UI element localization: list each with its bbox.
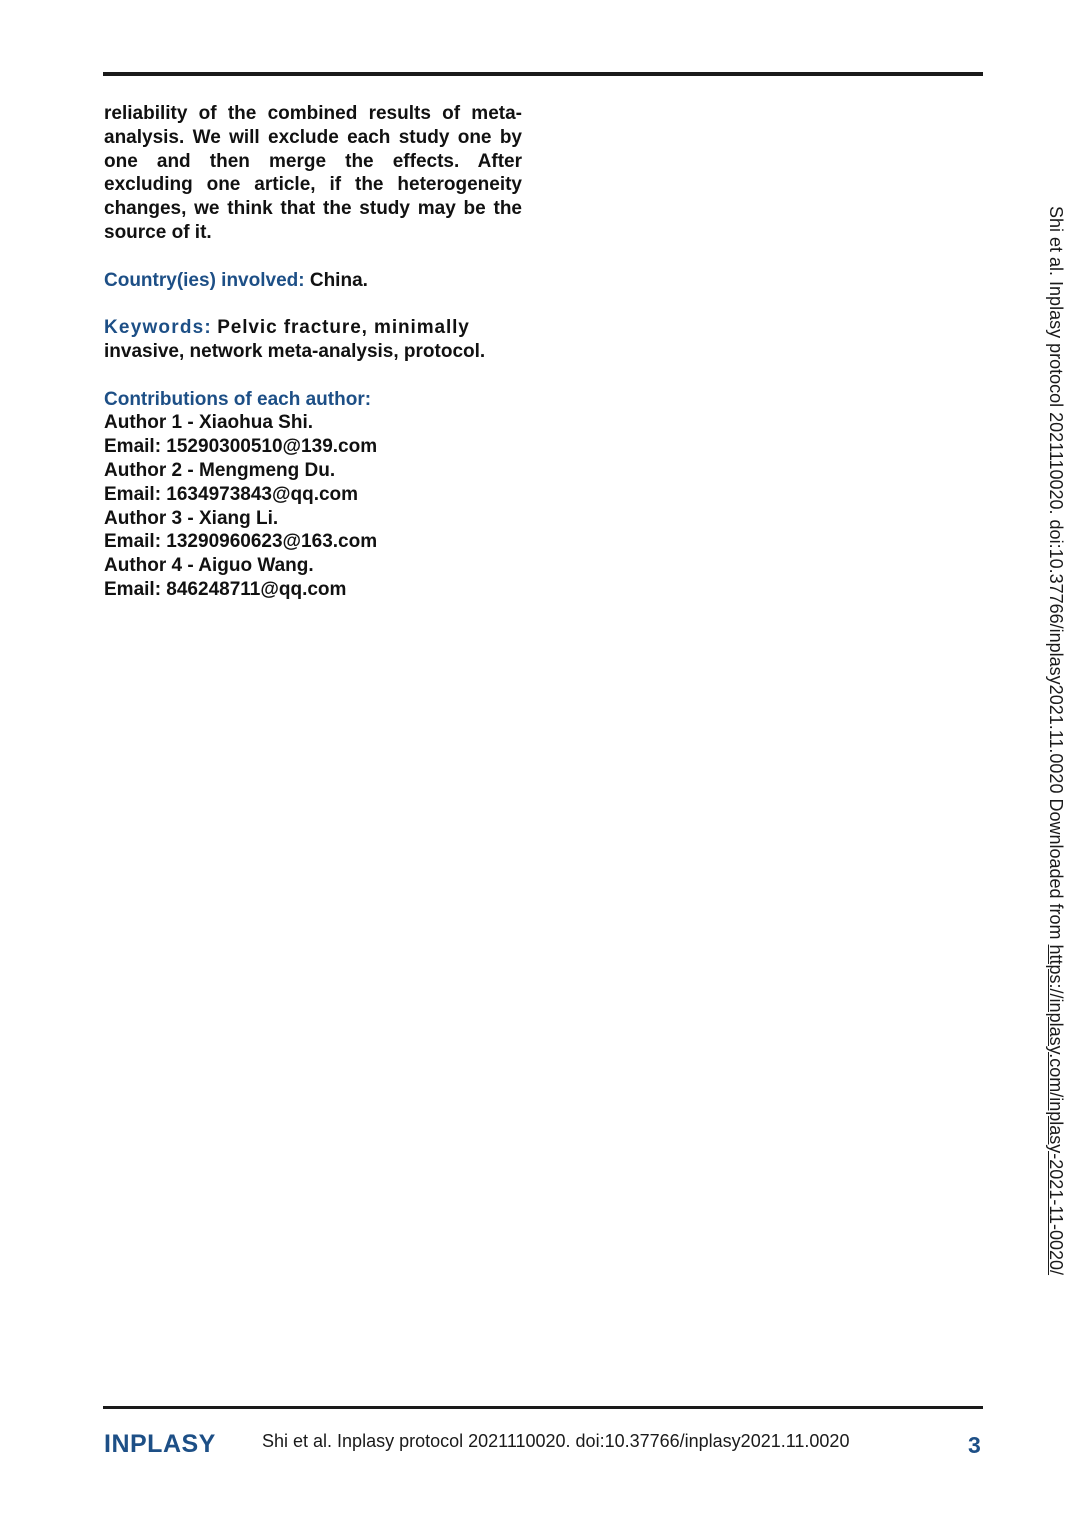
contributions-section — [104, 388, 522, 602]
footer-citation: Shi et al. Inplasy protocol 2021110020. doi:10.37766/inplasy2021.11.0020 — [262, 1431, 850, 1451]
author-name: Author 2 - Mengmeng Du. — [104, 459, 336, 481]
keywords-value-line-1: Pelvic fracture, minimally — [217, 317, 470, 339]
footer-rule — [103, 1406, 983, 1409]
country-section — [104, 269, 522, 293]
page-number: 3 — [968, 1432, 981, 1458]
keywords-section — [104, 316, 522, 364]
keywords-value-line-2: invasive, network meta-analysis, protocol. — [104, 340, 486, 362]
author-email: Email: 15290300510@139.com — [104, 436, 378, 458]
author-email: Email: 846248711@qq.com — [104, 578, 347, 600]
author-name: Author 3 - Xiang Li. — [104, 507, 279, 529]
download-side-note — [1045, 206, 1066, 1275]
keywords-label: Keywords: — [104, 317, 212, 339]
author-email: Email: 1634973843@qq.com — [104, 483, 359, 505]
author-email: Email: 13290960623@163.com — [104, 531, 378, 553]
main-column — [104, 102, 522, 602]
footer-brand-logo: INPLASY — [104, 1430, 216, 1458]
keywords-line-1 — [104, 316, 522, 340]
contributions-heading: Contributions of each author: — [104, 388, 372, 410]
country-value: China. — [309, 269, 368, 291]
author-name: Author 4 - Aiguo Wang. — [104, 555, 314, 577]
side-note-link[interactable]: https://inplasy.com/inplasy-2021-11-0020/ — [1046, 944, 1066, 1276]
header-rule — [103, 72, 983, 76]
author-name: Author 1 - Xiaohua Shi. — [104, 412, 314, 434]
side-note-prefix: Shi et al. Inplasy protocol 2021110020. doi:10.37766/inplasy2021.11.0020 Downloaded from — [1046, 206, 1066, 945]
country-label: Country(ies) involved: — [104, 269, 305, 291]
reliability-paragraph: reliability of the combined results of meta-analysis. We will exclude each study one by one and then merge the effects. After excluding one article, if the heterogeneity changes, we think that the study may be the source of it. — [104, 103, 522, 243]
